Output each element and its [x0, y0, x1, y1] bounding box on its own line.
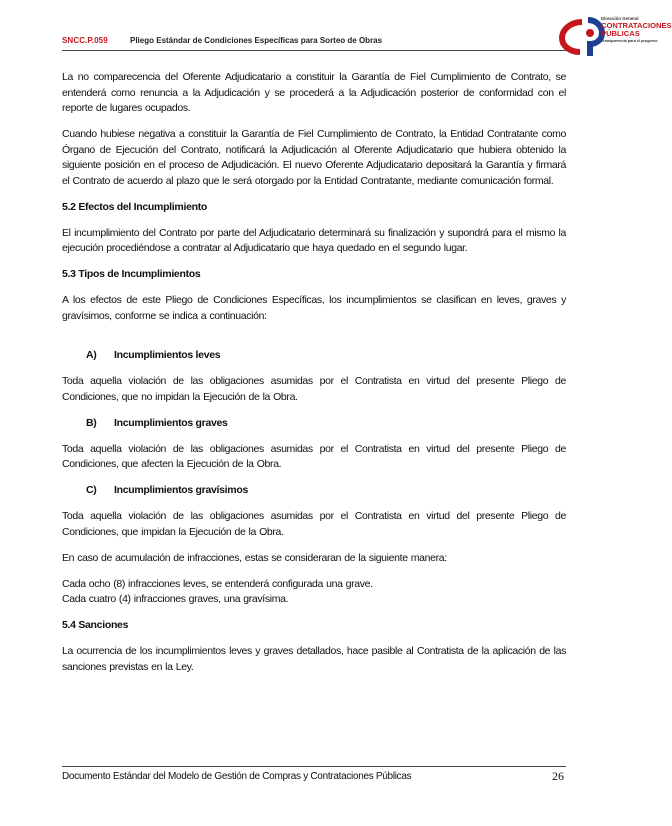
header-title: Pliego Estándar de Condiciones Específicas para Sorteo de Obras [130, 36, 383, 45]
page-number: 26 [552, 769, 564, 783]
logo-line-2: CONTRATACIONES [601, 21, 672, 30]
logo-line-1: Dirección General [601, 16, 639, 21]
paragraph-a: Toda aquella violación de las obligaciones asumidas por el Contratista en virtud del presente Pliego de Condiciones, que no impidan la Ejecución de la Obra. [62, 375, 566, 403]
subheading-c-text: Incumplimientos gravísimos [114, 484, 248, 496]
document-code: SNCC.P.059 [62, 36, 108, 45]
logo-line-3: PÚBLICAS [601, 29, 640, 38]
section-heading-5-2: 5.2 Efectos del Incumplimiento [62, 200, 208, 213]
logo-text [601, 16, 671, 44]
paragraph-1: La no comparecencia del Oferente Adjudicatario a constituir la Garantía de Fiel Cumplimiento de Contrato, se entenderá como renuncia a la Adjudicación y se procederá a la Adjudicación posterior de conformidad con el reporte de lugares ocupados. [62, 71, 566, 114]
subheading-b [86, 416, 566, 432]
document-body [62, 70, 566, 686]
list-item: Cada ocho (8) infracciones leves, se entenderá configurada una grave. [62, 577, 373, 590]
page-header [62, 16, 672, 58]
section-heading-5-4: 5.4 Sanciones [62, 619, 129, 631]
subheading-c-label: C) [86, 484, 97, 496]
paragraph-b: Toda aquella violación de las obligaciones asumidas por el Contratista en virtud del presente Pliego de Condiciones, que afecten la Ejecución de la Obra. [62, 442, 566, 470]
paragraph-2: Cuando hubiese negativa a constituir la Garantía de Fiel Cumplimiento de Contrato, la Entidad Contratante como Órgano de Ejecución del Contrato, notificará la Adjudicación al Oferente Adjudicatario que hubiera obtenido la siguiente posición en el proceso de Adjudicación. El nuevo Oferente Adjudicatario depositará la Garantía y firmará el Contrato de acuerdo al plazo que le será otorgado por la Entidad Contratante, mediante comunicación formal. [62, 128, 566, 187]
subheading-b-label: B) [86, 416, 97, 429]
paragraph-5: En caso de acumulación de infracciones, estas se consideraran de la siguiente manera: [62, 551, 447, 564]
subheading-b-text: Incumplimientos graves [114, 416, 228, 429]
header-rule [62, 50, 566, 51]
section-heading-5-3: 5.3 Tipos de Incumplimientos [62, 268, 201, 280]
footer-text: Documento Estándar del Modelo de Gestión de Compras y Contrataciones Públicas [62, 771, 412, 782]
paragraph-6: La ocurrencia de los incumplimientos leves y graves detallados, hace pasible al Contratista de la aplicación de las sanciones previstas en la Ley. [62, 645, 566, 673]
paragraph-c: Toda aquella violación de las obligaciones asumidas por el Contratista en virtud del presente Pliego de Condiciones, que impidan la Ejecución de la Obra. [62, 510, 566, 538]
subheading-a-text: Incumplimientos leves [114, 349, 221, 361]
paragraph-4: A los efectos de este Pliego de Condiciones Específicas, los incumplimientos se clasifican en leves, graves y gravísimos, conforme se indica a continuación: [62, 294, 566, 322]
accumulation-list [62, 577, 566, 608]
list-item: Cada cuatro (4) infracciones graves, una gravísima. [62, 593, 289, 605]
page-footer [62, 766, 566, 783]
subheading-a-label: A) [86, 349, 97, 361]
paragraph-3: El incumplimiento del Contrato por parte del Adjudicatario determinará su finalización y supondrá para el mismo la ejecución procediéndose a contratar al Adjudicatario que haya quedado en el segundo lugar. [62, 226, 566, 254]
subheading-c [86, 483, 566, 499]
subheading-a [86, 348, 566, 364]
logo-tagline: Transparencia para el progreso [601, 39, 658, 43]
